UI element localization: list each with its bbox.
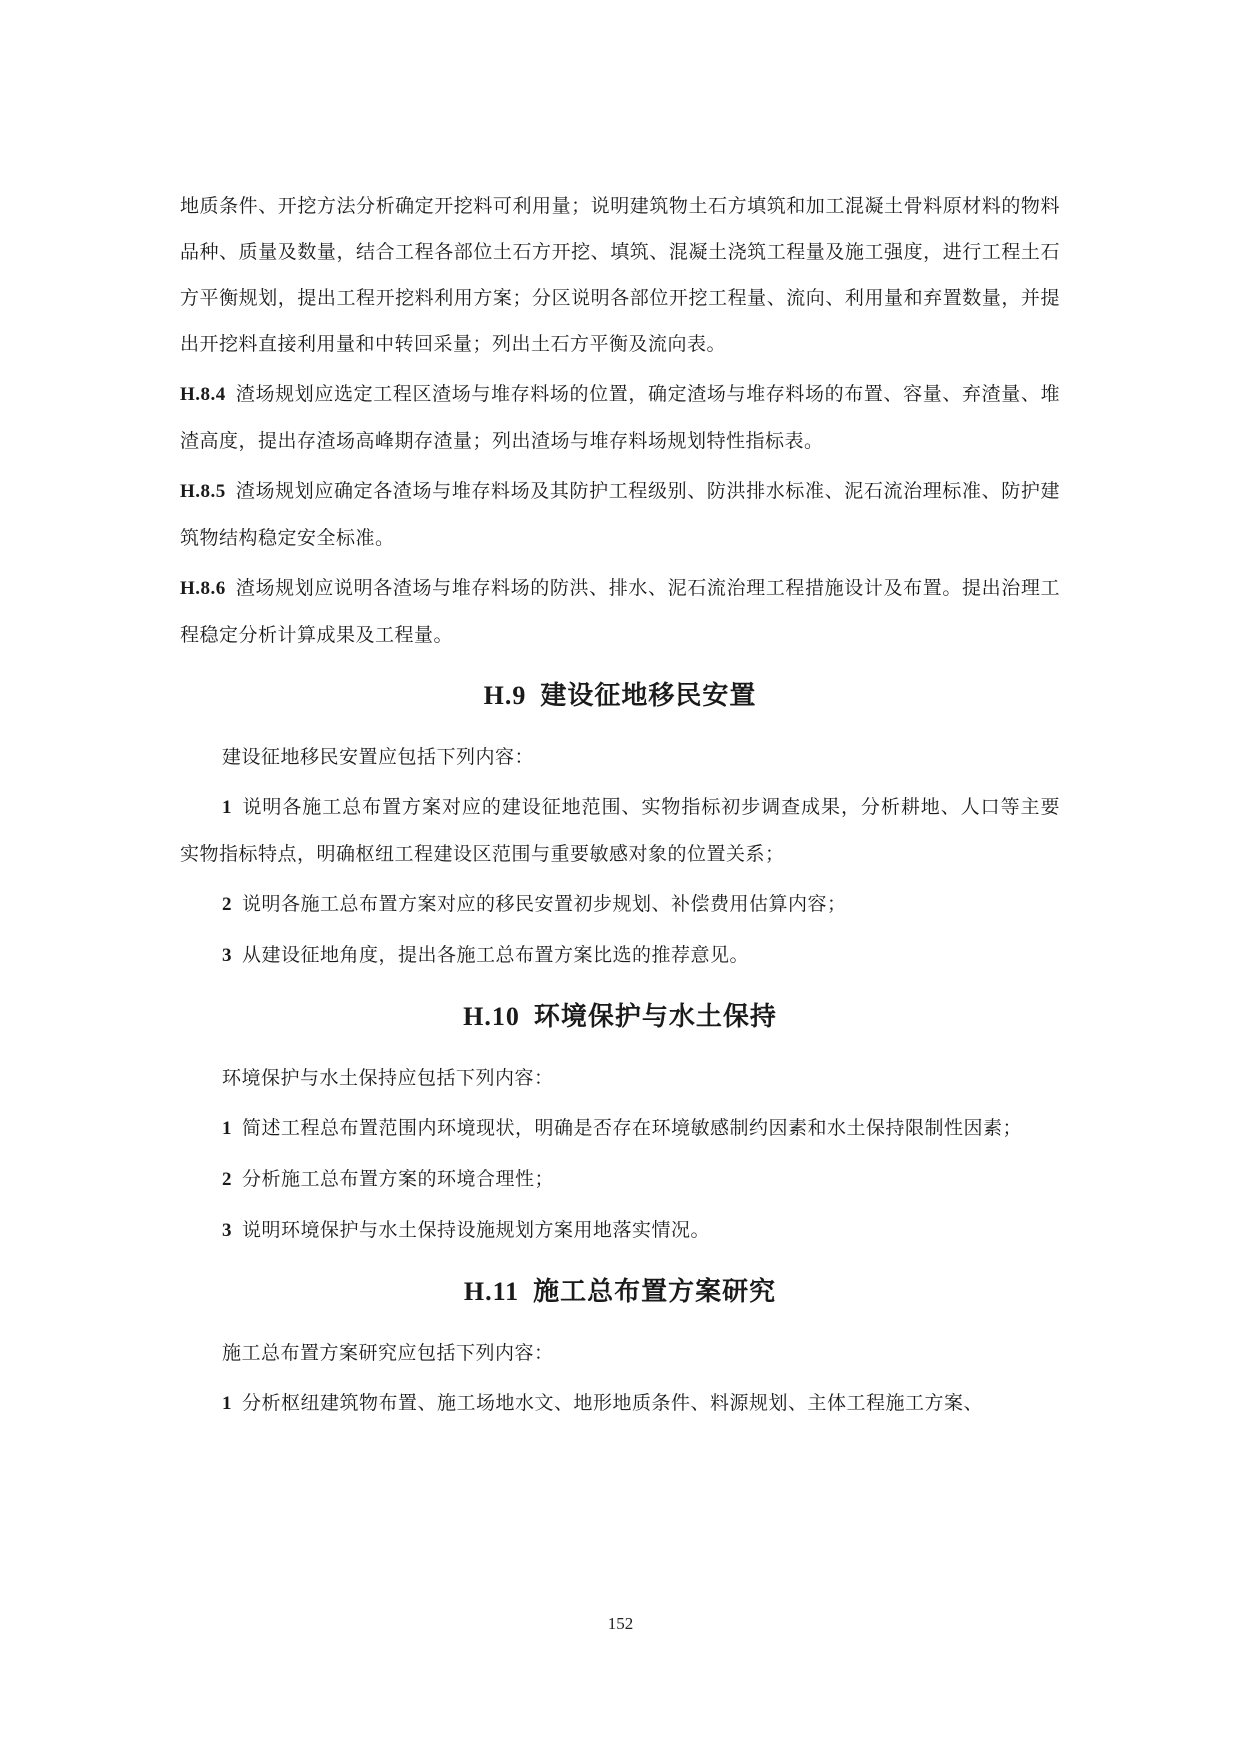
- clause-h-8-4: [180, 371, 1060, 464]
- item-text: 分析枢纽建筑物布置、施工场地水文、地形地质条件、料源规划、主体工程施工方案、: [242, 1392, 984, 1414]
- section-heading-h-11: [180, 1272, 1060, 1312]
- section-heading-h-10: [180, 997, 1060, 1037]
- item-number: 3: [222, 1220, 232, 1241]
- section-number: H.9: [483, 681, 527, 710]
- page-content: [180, 183, 1060, 1431]
- clause-text: 渣场规划应选定工程区渣场与堆存料场的位置，确定渣场与堆存料场的布置、容量、弃渣量、堆渣高度，提出存渣场高峰期存渣量；列出渣场与堆存料场规划特性指标表。: [180, 383, 1060, 452]
- section-intro: 环境保护与水土保持应包括下列内容：: [222, 1067, 554, 1089]
- item-number: 1: [222, 797, 232, 818]
- list-item: [180, 1207, 1060, 1254]
- item-number: 1: [222, 1118, 232, 1139]
- section-title: 环境保护与水土保持: [533, 1002, 777, 1032]
- item-number: 3: [222, 945, 232, 966]
- item-text: 说明各施工总布置方案对应的建设征地范围、实物指标初步调查成果，分析耕地、人口等主要实物指标特点，明确枢纽工程建设区范围与重要敏感对象的位置关系；: [180, 796, 1060, 865]
- section-number: H.11: [463, 1277, 520, 1306]
- list-item: [180, 784, 1060, 877]
- section-intro: 施工总布置方案研究应包括下列内容：: [222, 1342, 554, 1364]
- clause-h-8-6: [180, 565, 1060, 658]
- clause-text: 渣场规划应说明各渣场与堆存料场的防洪、排水、泥石流治理工程措施设计及布置。提出治理工程稳定分析计算成果及工程量。: [180, 577, 1060, 646]
- section-heading-h-9: [180, 676, 1060, 716]
- page-number: 152: [607, 1614, 634, 1633]
- item-text: 说明各施工总布置方案对应的移民安置初步规划、补偿费用估算内容；: [242, 893, 847, 915]
- list-item: [180, 932, 1060, 979]
- list-item: [180, 1380, 1060, 1427]
- item-text: 从建设征地角度，提出各施工总布置方案比选的推荐意见。: [242, 944, 750, 966]
- section-intro: 建设征地移民安置应包括下列内容：: [222, 746, 535, 768]
- clause-h-8-5: [180, 468, 1060, 561]
- clause-number: H.8.4: [180, 384, 226, 405]
- item-number: 1: [222, 1393, 232, 1414]
- section-title: 施工总布置方案研究: [533, 1277, 777, 1307]
- clause-text: 渣场规划应确定各渣场与堆存料场及其防护工程级别、防洪排水标准、泥石流治理标准、防护建筑物结构稳定安全标准。: [180, 480, 1060, 549]
- item-text: 说明环境保护与水土保持设施规划方案用地落实情况。: [242, 1219, 711, 1241]
- list-item: [180, 1156, 1060, 1203]
- section-number: H.10: [463, 1002, 520, 1031]
- section-title: 建设征地移民安置: [540, 681, 757, 711]
- item-text: 分析施工总布置方案的环境合理性；: [242, 1168, 555, 1190]
- list-item: [180, 1105, 1060, 1152]
- item-text: 简述工程总布置范围内环境现状，明确是否存在环境敏感制约因素和水土保持限制性因素；: [242, 1117, 1023, 1139]
- item-number: 2: [222, 894, 232, 915]
- clause-number: H.8.5: [180, 481, 226, 502]
- item-number: 2: [222, 1169, 232, 1190]
- clause-number: H.8.6: [180, 578, 226, 599]
- body-paragraph: 地质条件、开挖方法分析确定开挖料可利用量；说明建筑物土石方填筑和加工混凝土骨料原材料的物料品种、质量及数量，结合工程各部位土石方开挖、填筑、混凝土浇筑工程量及施工强度，进行工程土石方平衡规划，提出工程开挖料利用方案；分区说明各部位开挖工程量、流向、利用量和弃置数量，并提出开挖料直接利用量和中转回采量；列出土石方平衡及流向表。: [180, 195, 1060, 355]
- list-item: [180, 881, 1060, 928]
